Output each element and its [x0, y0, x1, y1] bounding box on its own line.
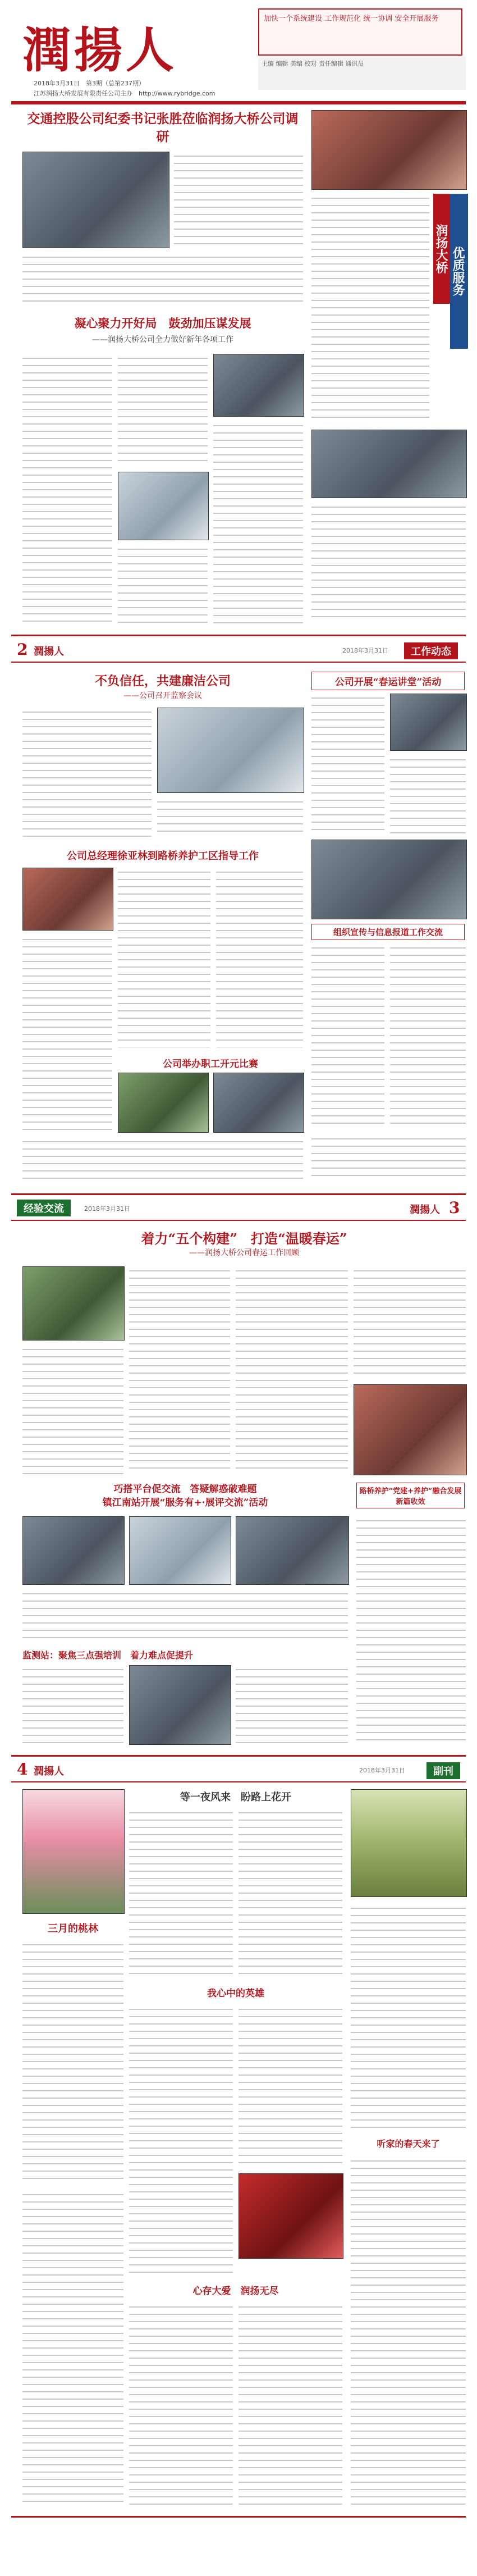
page1-subhead-2: ——润扬大桥公司全力做好新年各项工作 [92, 335, 233, 344]
page2-photo-2 [390, 694, 467, 751]
page3-photo-2 [354, 1384, 467, 1475]
page4-text-5 [129, 2005, 233, 2274]
page4-text-8 [238, 2303, 342, 2505]
page4-photo-peach [22, 1789, 125, 1914]
page3-text-8 [236, 1665, 348, 1744]
page4-number: 4 [17, 1760, 28, 1779]
page1-photo-5 [311, 430, 467, 498]
page3-text-3 [354, 1266, 466, 1379]
page1-text-1 [174, 152, 303, 247]
page3-headline-1: 着力“五个构建” 打造“温暖春运” [141, 1230, 347, 1247]
edition-info: 2018年3月31日 第3期（总第237期） [34, 80, 145, 87]
page1-text-3 [22, 354, 112, 623]
page1-vbanner-2: 优质服务 [450, 194, 468, 349]
page2-header-rule [11, 662, 466, 663]
page4-text-2 [22, 2190, 123, 2505]
page1-headline-2: 凝心聚力开好局 鼓劲加压谋发展 [74, 316, 251, 330]
slogan-text: 加快一个系统建设 工作规范化 统一协调 安全开展服务 [264, 15, 439, 23]
page2-text-2 [157, 797, 303, 837]
page3-text-2 [236, 1266, 348, 1474]
page1-photo-2 [213, 354, 304, 417]
page2-number: 2 [17, 640, 28, 659]
page3-headline-2: 巧搭平台促交流 答疑解惑破难题 镇江南站开展“服务有+·展评交流”活动 [102, 1484, 268, 1508]
page2-text-4 [390, 755, 466, 834]
page4-poem3-title: 我心中的英雄 [207, 1988, 264, 1999]
masthead-rule [11, 101, 466, 104]
page2-top-rule [11, 635, 466, 636]
page3-text-5 [22, 1589, 348, 1640]
page2-text-11 [311, 1134, 466, 1182]
page2-side-title-2: 组织宣传与信息报道工作交流 [311, 924, 465, 940]
page4-text-3 [129, 1808, 233, 1977]
page2-headline-2: 公司总经理徐亚林到路桥养护工区指导工作 [67, 850, 259, 862]
page2-headline-1: 不负信任，共建廉洁公司 [94, 674, 231, 689]
page3-side-title: 路桥养护“党建+养护”融合发展新篇收效 [356, 1483, 465, 1508]
page3-photo-1 [22, 1266, 125, 1341]
page1-text-4 [118, 354, 208, 466]
page3-text-6 [356, 1516, 466, 1741]
page4-header-rule [11, 1781, 466, 1782]
page2-section-tag: 工作动态 [404, 642, 458, 659]
page2-brand: 潤揚人 [34, 646, 64, 658]
page3-headline-3: 监测站：聚焦三点强培训 着力难点促提升 [22, 1650, 194, 1661]
page2-text-8 [311, 943, 384, 1129]
masthead-logo: 潤揚人 [22, 22, 177, 79]
page3-brand: 潤揚人 [410, 1204, 440, 1216]
page1-text-6 [118, 545, 208, 623]
page4-text-6 [238, 2005, 342, 2168]
page2-headline-3: 公司举办职工开元比赛 [163, 1059, 258, 1070]
page2-subhead-1: ——公司召开监察会议 [123, 691, 202, 700]
page4-text-4 [238, 1808, 342, 1977]
publisher-info: 江苏润扬大桥发展有限责任公司主办 http://www.rybridge.com [34, 90, 215, 97]
page2-photo-4 [311, 840, 467, 919]
page1-vbanner-1: 润扬大桥 [433, 194, 451, 304]
page3-text-4 [22, 1345, 123, 1474]
page3-date: 2018年3月31日 [84, 1205, 130, 1212]
page3-photo-3 [22, 1516, 125, 1585]
page2-photo-6 [213, 1073, 304, 1133]
page1-text-5 [213, 421, 303, 623]
page4-photo-red [238, 2173, 343, 2259]
page4-top-rule [11, 1755, 466, 1757]
page4-poem5-title: 听家的春天来了 [377, 2139, 440, 2149]
page4-section-tag: 副刊 [426, 1762, 460, 1779]
page1-text-8 [311, 503, 466, 623]
page2-photo-5 [118, 1073, 209, 1133]
page2-photo-1 [157, 708, 304, 793]
page3-subhead-1: ——润扬大桥公司春运工作回顾 [189, 1248, 299, 1257]
page-bottom-rule [11, 2516, 466, 2518]
page4-brand: 潤揚人 [34, 1766, 64, 1777]
page1-text-2 [22, 253, 303, 303]
page2-text-5 [118, 868, 210, 1047]
page2-text-9 [390, 943, 466, 1129]
page2-photo-3 [22, 868, 113, 931]
page1-headline: 交通控股公司纪委书记张胜莅临润扬大桥公司调研 [27, 111, 299, 144]
page2-text-7 [22, 935, 112, 1132]
page4-poem4-title: 心存大爱 润扬无尽 [192, 2286, 279, 2297]
page3-text-1 [129, 1266, 230, 1474]
page1-photo-1 [22, 152, 169, 248]
page2-text-6 [216, 868, 303, 1047]
page4-date: 2018年3月31日 [359, 1767, 405, 1774]
page2-text-10 [22, 1137, 303, 1182]
page3-photo-5 [236, 1516, 349, 1585]
page4-photo-side [351, 1789, 467, 1897]
page4-text-9 [351, 1904, 466, 2128]
page1-photo-3 [118, 472, 209, 540]
page2-text-3 [311, 694, 384, 834]
page4-text-1 [22, 1940, 123, 2182]
page4-poem1-title: 等一夜风来 盼路上花开 [180, 1791, 291, 1803]
page4-text-7 [129, 2303, 233, 2505]
page3-number: 3 [449, 1198, 460, 1217]
page1-text-7 [311, 194, 429, 424]
page3-header-rule [11, 1220, 466, 1221]
page3-photo-4 [129, 1516, 231, 1585]
page1-photo-4 [311, 110, 467, 190]
page2-text-1 [22, 708, 152, 837]
page4-poem2-title: 三月的桃林 [48, 1923, 98, 1935]
page3-text-7 [22, 1665, 123, 1744]
page3-photo-6 [129, 1665, 231, 1745]
page2-side-title-1: 公司开展“春运讲堂”活动 [311, 672, 465, 690]
page4-text-10 [351, 2156, 466, 2505]
page3-section-tag: 经验交流 [17, 1200, 71, 1216]
staff-text: 主编 编辑 美编 校对 责任编辑 通讯员 [262, 60, 364, 67]
page2-date: 2018年3月31日 [342, 647, 388, 654]
page3-top-rule [11, 1193, 466, 1195]
